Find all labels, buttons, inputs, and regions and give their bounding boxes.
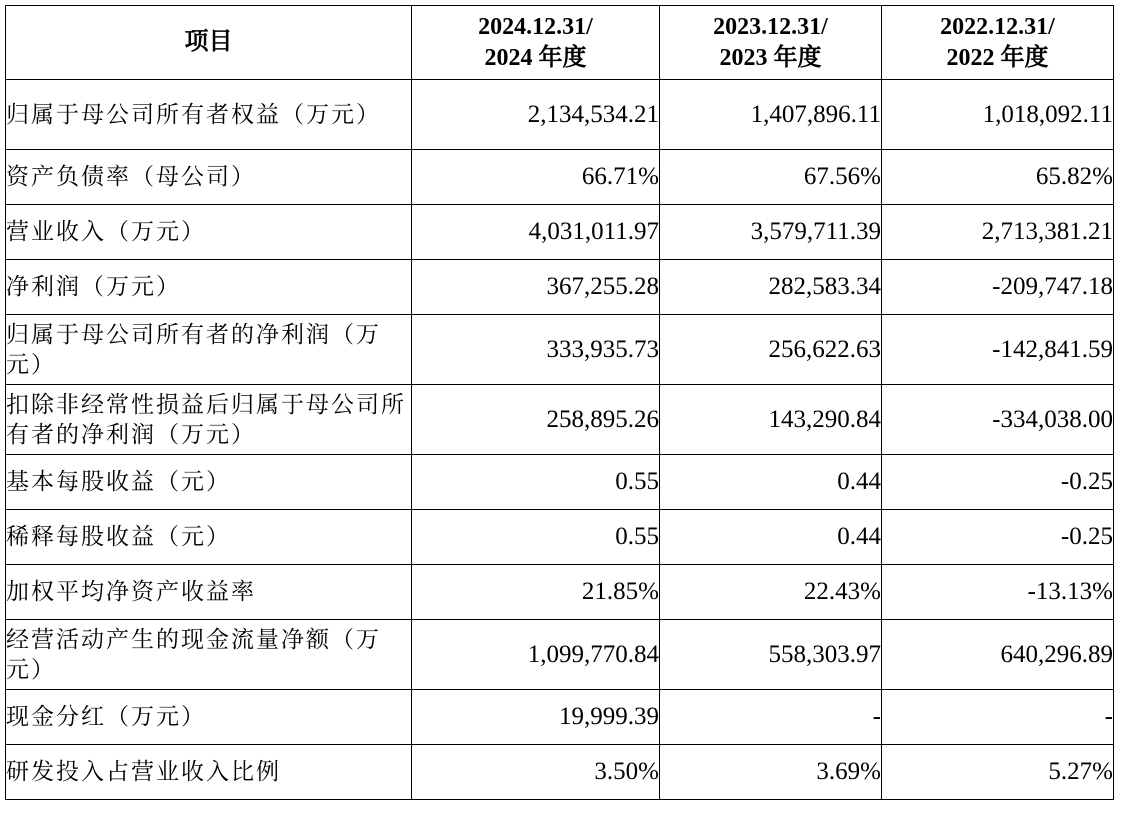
row-label: 营业收入（万元）: [6, 205, 412, 260]
cell-2024: 0.55: [412, 510, 660, 565]
cell-2023: -: [660, 690, 882, 745]
row-label: 资产负债率（母公司）: [6, 150, 412, 205]
table-row: [6, 80, 1114, 150]
cell-2022: -: [882, 690, 1114, 745]
cell-2022: -0.25: [882, 455, 1114, 510]
row-label: 归属于母公司所有者权益（万元）: [6, 80, 412, 150]
cell-2022: -142,841.59: [882, 315, 1114, 385]
row-label: 归属于母公司所有者的净利润（万元）: [6, 315, 412, 385]
header-2022: [882, 6, 1114, 80]
cell-2022: 1,018,092.11: [882, 80, 1114, 150]
header-item: [6, 6, 412, 80]
table-row: [6, 620, 1114, 690]
cell-2022: 5.27%: [882, 745, 1114, 800]
table-row: [6, 455, 1114, 510]
cell-2022: 2,713,381.21: [882, 205, 1114, 260]
cell-2023: 1,407,896.11: [660, 80, 882, 150]
row-label: 基本每股收益（元）: [6, 455, 412, 510]
row-label: 加权平均净资产收益率: [6, 565, 412, 620]
header-2023: [660, 6, 882, 80]
cell-2023: 256,622.63: [660, 315, 882, 385]
table-header-row: [6, 6, 1114, 80]
row-label: 净利润（万元）: [6, 260, 412, 315]
cell-2022: 65.82%: [882, 150, 1114, 205]
header-2022-date: 2022.12.31/: [940, 13, 1055, 40]
table-row: [6, 745, 1114, 800]
header-2024: [412, 6, 660, 80]
table-row: [6, 260, 1114, 315]
cell-2023: 22.43%: [660, 565, 882, 620]
row-label: 现金分红（万元）: [6, 690, 412, 745]
cell-2024: 2,134,534.21: [412, 80, 660, 150]
cell-2023: 0.44: [660, 510, 882, 565]
cell-2024: 1,099,770.84: [412, 620, 660, 690]
cell-2023: 0.44: [660, 455, 882, 510]
cell-2024: 19,999.39: [412, 690, 660, 745]
row-label: 稀释每股收益（元）: [6, 510, 412, 565]
table-row: [6, 205, 1114, 260]
cell-2023: 3.69%: [660, 745, 882, 800]
financial-data-table: [5, 5, 1114, 800]
cell-2022: -0.25: [882, 510, 1114, 565]
cell-2024: 367,255.28: [412, 260, 660, 315]
table-row: [6, 565, 1114, 620]
cell-2023: 282,583.34: [660, 260, 882, 315]
header-2024-date: 2024.12.31/: [478, 13, 593, 40]
cell-2024: 258,895.26: [412, 385, 660, 455]
cell-2024: 21.85%: [412, 565, 660, 620]
row-label: 扣除非经常性损益后归属于母公司所有者的净利润（万元）: [6, 385, 412, 455]
cell-2023: 143,290.84: [660, 385, 882, 455]
table-row: [6, 315, 1114, 385]
cell-2024: 66.71%: [412, 150, 660, 205]
header-2024-year: 2024 年度: [484, 44, 587, 71]
header-2023-date: 2023.12.31/: [713, 13, 828, 40]
cell-2023: 558,303.97: [660, 620, 882, 690]
cell-2024: 4,031,011.97: [412, 205, 660, 260]
cell-2023: 3,579,711.39: [660, 205, 882, 260]
cell-2024: 3.50%: [412, 745, 660, 800]
header-2022-year: 2022 年度: [946, 44, 1049, 71]
table-row: [6, 510, 1114, 565]
row-label: 研发投入占营业收入比例: [6, 745, 412, 800]
cell-2022: -13.13%: [882, 565, 1114, 620]
table-row: [6, 690, 1114, 745]
cell-2022: 640,296.89: [882, 620, 1114, 690]
cell-2022: -209,747.18: [882, 260, 1114, 315]
table-row: [6, 150, 1114, 205]
cell-2023: 67.56%: [660, 150, 882, 205]
header-item-text: 项目: [184, 29, 233, 55]
row-label: 经营活动产生的现金流量净额（万元）: [6, 620, 412, 690]
cell-2024: 0.55: [412, 455, 660, 510]
cell-2022: -334,038.00: [882, 385, 1114, 455]
cell-2024: 333,935.73: [412, 315, 660, 385]
table-row: [6, 385, 1114, 455]
header-2023-year: 2023 年度: [719, 44, 822, 71]
